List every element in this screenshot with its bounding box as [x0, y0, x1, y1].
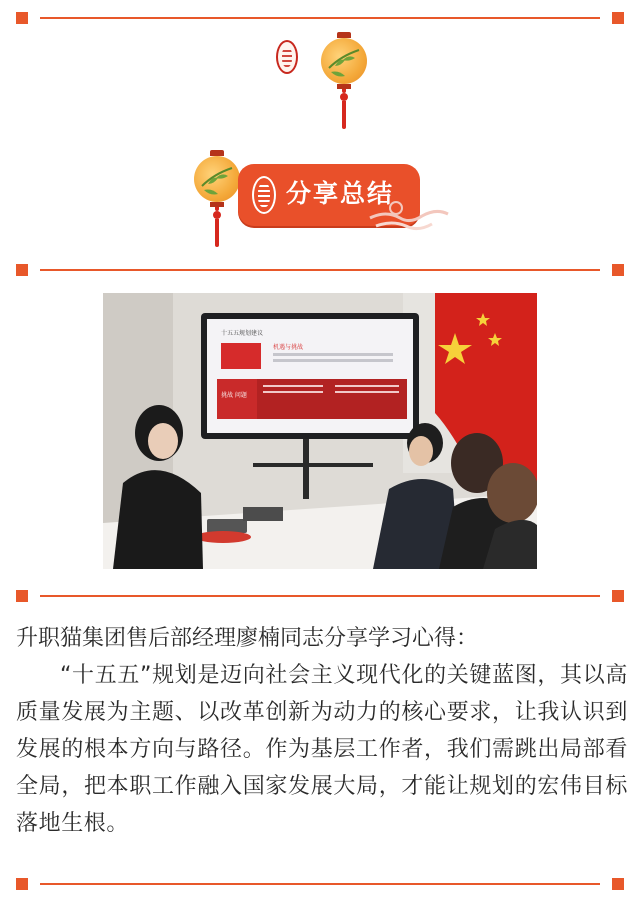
section-title: 分享总结 [286, 179, 395, 208]
meeting-photo [103, 293, 537, 569]
cloud-decoration-icon [366, 188, 452, 234]
bottom-divider [16, 878, 624, 890]
screen-heading: 十五五规划建议 [221, 330, 264, 337]
divider-square-left [16, 12, 28, 24]
article-paragraph: “十五五”规划是迈向社会主义现代化的关键蓝图，其以高质量发展为主题、以改革创新为动力的核心要求，让我认识到发展的根本方向与路径。作为基层工作者，我们需跳出局部看全局，把本职工作融入国家发展大局，才能让规划的宏伟目标落地生根。 [16, 663, 628, 836]
divider-line [40, 17, 600, 19]
top-divider [16, 12, 624, 24]
screen-subheading: 机遇与挑战 [273, 344, 304, 351]
screen-tag: 挑战 问题 [221, 392, 247, 399]
photo-bottom-divider [16, 590, 624, 602]
banner-seal-icon [252, 176, 276, 214]
article-body [16, 620, 628, 842]
lantern-icon [320, 32, 368, 129]
photo-top-divider [16, 264, 624, 276]
divider-square-right [612, 12, 624, 24]
article-lead: 升职猫集团售后部经理廖楠同志分享学习心得： [16, 626, 479, 651]
seal-icon [276, 40, 298, 74]
banner-lantern-icon [193, 150, 241, 247]
